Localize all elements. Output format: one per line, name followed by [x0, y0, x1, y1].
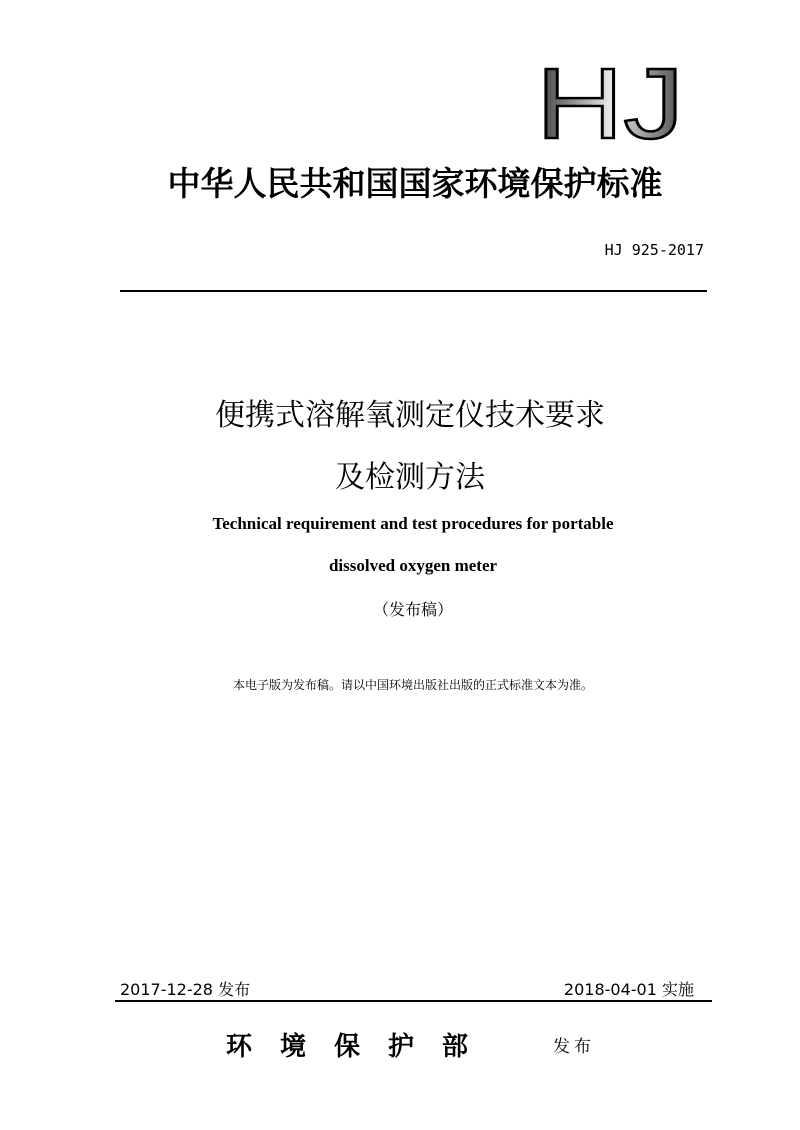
logo-text: HJ	[536, 62, 684, 142]
english-title-line-1: Technical requirement and test procedures for portable	[212, 514, 614, 533]
issue-date: 2017-12-28 发布	[120, 980, 251, 999]
hj-logo	[536, 62, 686, 142]
standard-number: HJ 925-2017	[604, 241, 704, 259]
edition-notice: 本电子版为发布稿。请以中国环境出版社出版的正式标准文本为准。	[232, 678, 593, 692]
publisher-name: 环境保护部	[226, 1032, 497, 1062]
draft-label: （发布稿）	[372, 600, 453, 619]
chinese-title-line-2: 及检测方法	[335, 460, 485, 495]
english-title-line-2: dissolved oxygen meter	[328, 556, 498, 575]
implementation-date: 2018-04-01 实施	[563, 980, 694, 999]
bottom-divider	[115, 1000, 712, 1002]
publish-label: 发布	[553, 1037, 595, 1057]
top-divider	[120, 290, 707, 292]
chinese-title-line-1: 便携式溶解氧测定仪技术要求	[215, 398, 605, 433]
standard-title: 中华人民共和国国家环境保护标准	[167, 164, 663, 203]
